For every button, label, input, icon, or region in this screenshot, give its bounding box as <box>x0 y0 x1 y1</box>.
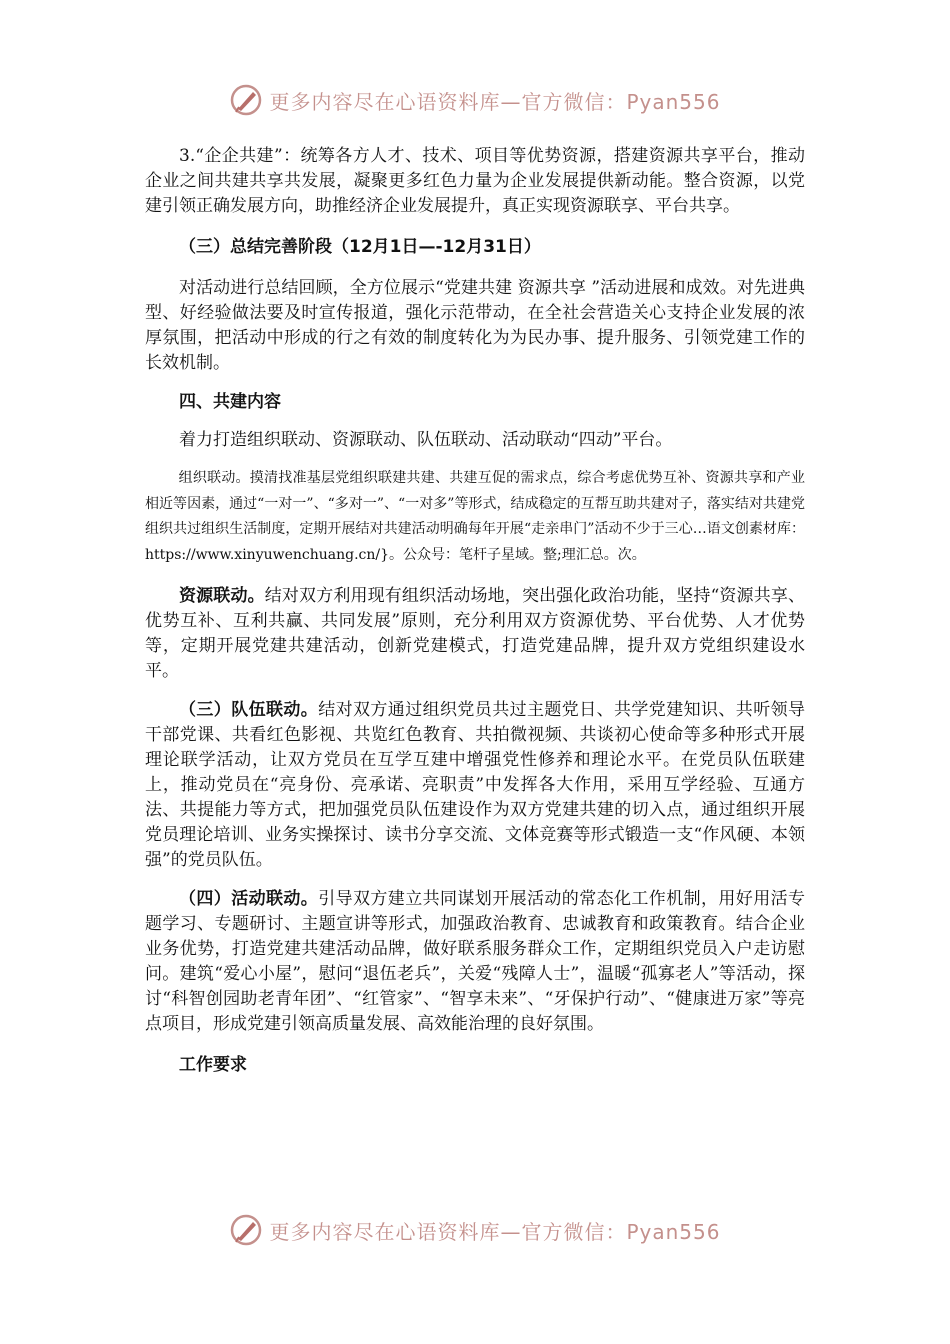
paragraph-organization-linkage: 组织联动。摸清找准基层党组织联建共建、共建互促的需求点，综合考虑优势互补、资源共享和产业相近等因素，通过“一对一”、“多对一”、“一对多”等形式，结成稳定的互帮互助共建对子，落实结对共建党组织共过组织生活制度，定期开展结对共建活动明确每年开展“走亲串门”活动不少于三心…语文创素材库：https://www.xinyuwenchuang.cn/}。公众号：笔杆子星域。整;理汇总。次。 <box>145 470 805 563</box>
banner-text: 更多内容尽在心语资料库—官方微信：Pyan556 <box>269 89 721 114</box>
paragraph-summary: 对活动进行总结回顾，全方位展示“党建共建 资源共享 ”活动进展和成效。对先进典型、好经验做法要及时宣传报道，强化示范带动，在全社会营造关心支持企业发展的浓厚氛围，把活动中形成的行之有效的制度转化为为民办事、提升服务、引领党建工作的长效机制。 <box>145 278 805 373</box>
lead-activity-linkage: （四）活动联动。 <box>179 889 319 909</box>
section-heading-summary-stage: （三）总结完善阶段（12月1日—-12月31日） <box>179 237 541 257</box>
text-team-linkage: 结对双方通过组织党员共过主题党日、共学党建知识、共听领导干部党课、共看红色影视、共览红色教育、共拍微视频、共谈初心使命等多种形式开展理论联学活动，让双方党员在互学互建中增强党性修养和理论水平。在党员队伍联建上，推动党员在“亮身份、亮承诺、亮职责”中发挥各大作用，采用互学经验、互通方法、共提能力等方式，把加强党员队伍建设作为双方党建共建的切入点，通过组织开展党员理论培训、业务实操探讨、读书分享交流、文体竞赛等形式锻造一支“作风硬、本领强”的党员队伍。 <box>145 700 806 870</box>
lead-team-linkage: （三）队伍联动。 <box>179 700 319 720</box>
paragraph-four-linkages: 着力打造组织联动、资源联动、队伍联动、活动联动“四动”平台。 <box>179 430 673 450</box>
paragraph-team-linkage <box>145 698 805 873</box>
text-resource-linkage: 结对双方利用现有组织活动场地，突出强化政治功能，坚持“资源共享、优势互补、互利共赢、共同发展”原则，充分利用双方资源优势、平台优势、人才优势等，定期开展党建共建活动，创新党建模式，打造党建品牌，提升双方党组织建设水平。 <box>145 586 806 681</box>
header-banner <box>0 80 950 120</box>
document-body <box>145 144 805 1078</box>
section-heading-cobuild-content: 四、共建内容 <box>179 392 281 412</box>
banner-text: 更多内容尽在心语资料库—官方微信：Pyan556 <box>269 1219 721 1244</box>
quill-pen-icon <box>229 1213 263 1247</box>
paragraph-resource-linkage <box>145 584 805 684</box>
section-heading-work-requirements: 工作要求 <box>179 1055 247 1075</box>
footer-banner <box>0 1210 950 1250</box>
lead-resource-linkage: 资源联动。 <box>179 586 265 606</box>
text-activity-linkage: 引导双方建立共同谋划开展活动的常态化工作机制，用好用活专题学习、专题研讨、主题宣讲等形式，加强政治教育、忠诚教育和政策教育。结合企业业务优势，打造党建共建活动品牌，做好联系服务群众工作，定期组织党员入户走访慰问。建筑“爱心小屋”，慰问“退伍老兵”，关爱“残障人士”，温暖“孤寡老人”等活动，探讨“科智创园助老青年团”、“红管家”、“智享未来”、“牙保护行动”、“健康进万家”等亮点项目，形成党建引领高质量发展、高效能治理的良好氛围。 <box>145 889 806 1034</box>
paragraph-enterprise-cobuild: 3.“企企共建”：统筹各方人才、技术、项目等优势资源，搭建资源共享平台，推动企业之间共建共享共发展，凝聚更多红色力量为企业发展提供新动能。整合资源，以党建引领正确发展方向，助推经济企业发展提升，真正实现资源联享、平台共享。 <box>145 146 805 216</box>
quill-pen-icon <box>229 83 263 117</box>
paragraph-activity-linkage <box>145 887 805 1037</box>
